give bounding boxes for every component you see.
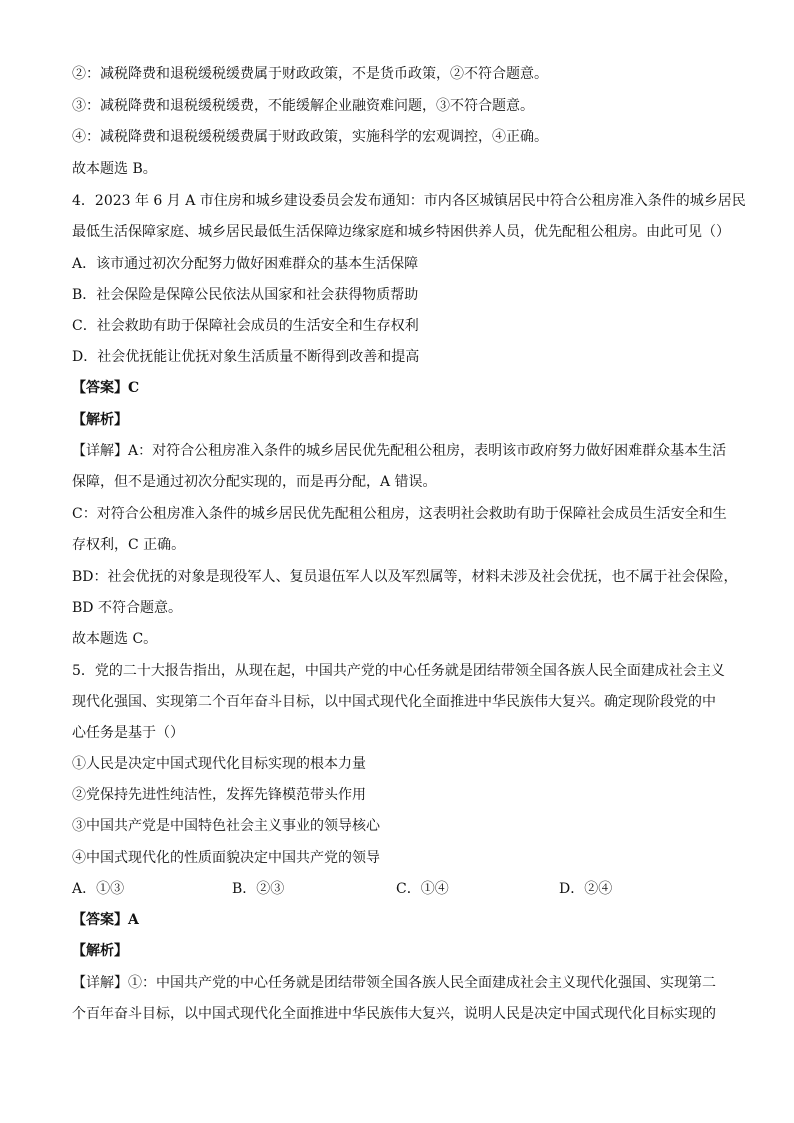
- question-5-option-d: D．②④: [559, 881, 613, 897]
- question-5-stem-line: 现代化强国、实现第二个百年奋斗目标，以中国式现代化全面推进中华民族伟大复兴。确定现阶段党的中: [72, 694, 716, 710]
- question-5-stem-line: 心任务是基于（）: [72, 725, 184, 741]
- answer-label: 【答案】C: [72, 380, 140, 396]
- question-5-statement: ①人民是决定中国式现代化目标实现的根本力量: [72, 756, 366, 772]
- question-5-stem-line: 5．党的二十大报告指出，从现在起，中国共产党的中心任务就是团结带领全国各族人民全面建成社会主义: [72, 663, 725, 679]
- question-5-option-a: A．①③: [72, 881, 125, 897]
- question-5-option-c: C．①④: [396, 881, 449, 897]
- question-5-statement: ③中国共产党是中国特色社会主义事业的领导核心: [72, 818, 380, 834]
- question-5-option-b: B．②③: [232, 881, 285, 897]
- question-5-statement: ②党保持先进性纯洁性，发挥先锋模范带头作用: [72, 787, 366, 803]
- explanation-line: 【详解】①：中国共产党的中心任务就是团结带领全国各族人民全面建成社会主义现代化强国、实现第二: [72, 975, 716, 991]
- conclusion-line: 故本题选 C。: [72, 631, 158, 647]
- question-4-option-a: A．该市通过初次分配努力做好困难群众的基本生活保障: [72, 256, 419, 272]
- question-4-stem-line: 最低生活保障家庭、城乡居民最低生活保障边缘家庭和城乡特困供养人员，优先配租公租房。由此可见（）: [72, 224, 730, 240]
- explanation-line: 存权利，C 正确。: [72, 537, 186, 553]
- explanation-line: 保障，但不是通过初次分配实现的，而是再分配，A 错误。: [72, 474, 437, 490]
- explanation-line: BD 不符合题意。: [72, 600, 182, 616]
- question-5-statement: ④中国式现代化的性质面貌决定中国共产党的领导: [72, 850, 380, 866]
- explanation-line: 个百年奋斗目标，以中国式现代化全面推进中华民族伟大复兴，说明人民是决定中国式现代化目标实现的: [72, 1006, 716, 1022]
- text-line: 故本题选 B。: [72, 161, 157, 177]
- question-4-stem-line: 4．2023 年 6 月 A 市住房和城乡建设委员会发布通知：市内各区城镇居民中符合公租房准入条件的城乡居民: [72, 193, 746, 209]
- answer-label: 【答案】A: [72, 912, 139, 928]
- question-4-option-d: D．社会优抚能让优抚对象生活质量不断得到改善和提高: [72, 349, 420, 365]
- explanation-line: C：对符合公租房准入条件的城乡居民优先配租公租房，这表明社会救助有助于保障社会成员生活安全和生: [72, 506, 727, 522]
- text-line: ③：减税降费和退税缓税缓费，不能缓解企业融资难问题，③不符合题意。: [72, 98, 534, 114]
- text-line: ②：减税降费和退税缓税缓费属于财政政策，不是货币政策，②不符合题意。: [72, 66, 548, 82]
- analysis-label: 【解析】: [72, 412, 128, 428]
- explanation-line: 【详解】A：对符合公租房准入条件的城乡居民优先配租公租房，表明该市政府努力做好困难群众基本生活: [72, 443, 727, 459]
- text-line: ④：减税降费和退税缓税缓费属于财政政策，实施科学的宏观调控，④正确。: [72, 129, 548, 145]
- question-4-option-b: B．社会保险是保障公民依法从国家和社会获得物质帮助: [72, 287, 419, 303]
- analysis-label: 【解析】: [72, 943, 128, 959]
- question-4-option-c: C．社会救助有助于保障社会成员的生活安全和生存权利: [72, 318, 419, 334]
- explanation-line: BD：社会优抚的对象是现役军人、复员退伍军人以及军烈属等，材料未涉及社会优抚，也不属于社会保险，: [72, 569, 738, 585]
